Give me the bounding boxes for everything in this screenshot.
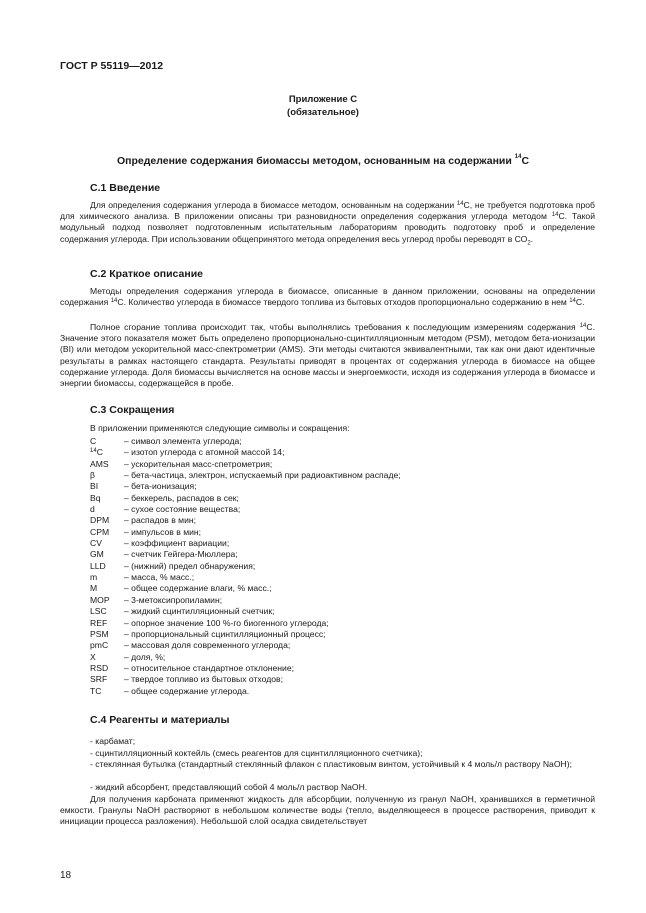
abbreviation-definition: – символ элемента углерода; — [124, 436, 242, 446]
abbreviation-symbol — [90, 538, 124, 549]
abbreviation-symbol-text: С — [96, 447, 103, 458]
section-heading-c1: С.1 Введение — [90, 182, 161, 194]
abbreviations-list — [90, 436, 401, 697]
abbreviation-symbol-text: m — [90, 572, 98, 583]
section-c4-paragraph: Для получения карбоната применяют жидкость для абсорбции, полученную из гранул NaOH, хранившихся в герметичной емкости. Гранулы NaOH растворяют в небольшом количестве воды (тепло, выделяющееся в процессе растворения, приводит к инициации процесса разложения). Небольшой слой осадка свидетельствует — [60, 794, 595, 827]
abbreviation-symbol — [90, 493, 124, 504]
abbreviation-symbol — [90, 606, 124, 617]
abbreviation-definition: – изотоп углерода с атомной массой 14; — [124, 447, 285, 458]
abbreviation-symbol — [90, 595, 124, 606]
c1-sup-b: 14 — [551, 212, 559, 219]
abbreviation-symbol-text: CV — [90, 538, 102, 549]
list-item — [90, 686, 401, 697]
abbreviation-definition: – ускорительная масс-спетрометрия; — [124, 458, 273, 469]
list-item — [90, 470, 401, 481]
c1-sup-a: 14 — [456, 201, 464, 207]
abbreviation-symbol — [90, 561, 124, 572]
abbreviation-symbol — [90, 481, 124, 492]
abbreviation-symbol — [90, 686, 124, 697]
abbreviation-symbol-text: Bq — [90, 492, 101, 503]
abbreviation-symbol-text: DPM — [90, 515, 110, 526]
list-item-bottle: - стеклянная бутылка (стандартный стеклянный флакон с пластиковым винтом, устойчивый к 4 моль/л раствору NaOH); — [90, 759, 572, 769]
list-item — [90, 493, 401, 504]
title-isotope: 14 — [514, 154, 522, 160]
abbreviation-symbol-text: С — [90, 436, 97, 446]
c2-sup-c: 14 — [579, 323, 587, 329]
appendix-heading — [0, 93, 646, 119]
list-item — [90, 618, 401, 629]
abbreviation-symbol-text: M — [90, 583, 98, 594]
section-heading-c2: С.2 Краткое описание — [90, 268, 204, 280]
abbreviation-definition: – общее содержание углерода. — [124, 685, 250, 696]
section-c2-paragraph-2 — [60, 322, 595, 389]
abbreviation-definition: – общее содержание влаги, % масс.; — [124, 583, 272, 594]
list-item — [90, 436, 401, 447]
list-item — [90, 674, 401, 685]
abbreviation-symbol-text: GM — [90, 549, 104, 560]
abbreviation-definition: – твердое топливо из бытовых отходов; — [124, 674, 283, 685]
section-heading-c4: С.4 Реагенты и материалы — [90, 714, 230, 726]
abbreviation-symbol-text: RSD — [90, 662, 109, 673]
abbreviation-definition: – распадов в мин; — [124, 515, 196, 526]
list-item — [90, 652, 401, 663]
abbreviation-symbol-text: LSC — [90, 606, 107, 617]
abbreviation-symbol — [90, 447, 124, 458]
c1-sub: 2 — [527, 240, 531, 247]
abbreviation-definition: – счетчик Гейгера-Мюллера; — [124, 549, 238, 560]
abbreviation-symbol — [90, 572, 124, 583]
appendix-status: (обязательное) — [287, 107, 359, 118]
c2-text-c: С. — [575, 297, 585, 308]
list-item — [90, 549, 401, 560]
abbreviation-symbol — [90, 470, 124, 481]
c2-sup-b: 14 — [569, 298, 576, 305]
c2-text-e: С. Значение этого показателя может быть определено пропорционально-сцинтилляционным методом (PSM), методом бета-ионизации (BI) или методом ускорительной масс-спектрометрии (AMS). Эти методы считаются эквивалентными, так как они дают идентичные результаты в рамках настоящего стандарта. Результаты приводят в процентах от содержания углерода в биомассе на общее содержание углерода. Доля биомассы вычисляется на основе массы и энергоемкости, исходя из содержания углерода в биомассе и энергии биомассы, содержащейся в пробе. — [60, 322, 595, 389]
abbreviation-definition: – импульсов в мин; — [124, 526, 202, 537]
section-c2-paragraph-1 — [60, 286, 595, 308]
abbreviation-definition: – сухое состояние вещества; — [124, 504, 241, 515]
abbreviation-definition: – бета-частица, электрон, испускаемый при радиоактивном распаде; — [124, 470, 401, 481]
abbreviation-symbol — [90, 629, 124, 640]
abbreviation-symbol-text: AMS — [90, 458, 109, 469]
list-item — [90, 663, 401, 674]
list-item — [90, 504, 401, 515]
abbreviation-definition: – массовая доля современного углерода; — [124, 640, 291, 651]
abbreviation-symbol — [90, 618, 124, 629]
c1-text-a: Для определения содержания углерода в биомассе методом, основанным на содержании — [90, 200, 457, 210]
abbreviation-superscript: 14 — [90, 448, 97, 455]
list-item — [90, 606, 401, 617]
abbreviation-symbol-text: CPM — [90, 526, 110, 537]
abbreviation-definition: – бета-ионизация; — [124, 481, 197, 492]
abbreviation-symbol — [90, 504, 124, 515]
list-item-absorbent: - жидкий абсорбент, представляющий собой 4 моль/л раствор NaOH. — [90, 782, 368, 792]
abbreviations-intro: В приложении применяются следующие символы и сокращения: — [90, 423, 350, 433]
abbreviation-symbol-text: X — [90, 651, 96, 662]
list-item — [90, 640, 401, 651]
c1-text-b: С, не требуется подготовка проб для химического анализа. В приложении описаны три разновидности определения содержания углерода методом — [60, 200, 595, 222]
abbreviation-symbol — [90, 640, 124, 651]
abbreviation-symbol-text: LLD — [90, 560, 106, 571]
title-text: Определение содержания биомассы методом, основанным на содержании — [116, 155, 515, 167]
section-heading-c3: С.3 Сокращения — [90, 404, 175, 416]
abbreviation-definition: – (нижний) предел обнаружения; — [124, 560, 256, 571]
abbreviation-definition: – 3-метоксипропиламин; — [124, 594, 223, 605]
abbreviation-definition: – доля, %; — [124, 651, 166, 662]
abbreviation-definition: – опорное значение 100 %-го биогенного углерода; — [124, 617, 329, 628]
c2-text-d: Полное сгорание топлива происходит так, чтобы выполнялись требования к последующим измерениям содержания — [90, 322, 580, 332]
abbreviation-symbol — [90, 652, 124, 663]
abbreviation-symbol — [90, 549, 124, 560]
abbreviation-symbol-text: d — [90, 504, 95, 515]
list-item — [90, 515, 401, 526]
list-item — [90, 561, 401, 572]
abbreviation-definition: – беккерель, распадов в сек; — [124, 492, 239, 503]
appendix-title: Приложение С — [288, 94, 358, 105]
list-item — [90, 447, 401, 458]
abbreviation-symbol-text: BI — [90, 481, 99, 492]
list-item — [90, 583, 401, 594]
page-number: 18 — [60, 870, 72, 881]
abbreviation-symbol-text: REF — [90, 617, 108, 628]
abbreviation-definition: – пропорциональный сцинтилляционный процесс; — [124, 628, 326, 639]
abbreviation-definition: – масса, % масс.; — [124, 572, 195, 583]
abbreviation-symbol-text: SRF — [90, 674, 108, 685]
list-item-carbamate: - карбамат; — [90, 736, 136, 746]
abbreviation-symbol-text: MOP — [90, 594, 110, 605]
c2-sup-a: 14 — [110, 298, 118, 305]
abbreviation-symbol-text: pmC — [90, 640, 109, 651]
list-item — [90, 595, 401, 606]
abbreviation-symbol-text: PSM — [90, 628, 109, 639]
section-c1-paragraph: Для определения содержания углерода в биомассе методом, основанным на содержании $^{14}$С, не требуется подготовка проб для химического анализа. В приложении описаны три разновидности определения содержания углерода методом $^{14}$С. Такой модульный подход позволяет подготовленным испытательным лабораториям проводить подготовку проб и определение содержания углерода. При использовании общепринятого метода определения весь углерод пробы переводят в $СО_2$. — [60, 200, 596, 247]
list-item — [90, 629, 401, 640]
list-item-cocktail: - сцинтилляционный коктейль (смесь реагентов для сцинтилляционного счетчика); — [90, 748, 423, 758]
abbreviation-definition: – относительное стандартное отклонение; — [124, 662, 295, 673]
abbreviation-symbol-text: β — [90, 470, 95, 481]
abbreviation-symbol — [90, 459, 124, 470]
list-item — [90, 538, 401, 549]
abbreviation-definition: – жидкий сцинтилляционный счетчик; — [124, 606, 275, 617]
abbreviation-symbol-text: TC — [90, 685, 102, 696]
abbreviation-symbol — [90, 583, 124, 594]
c2-text-b: С. Количество углерода в биомассе твердого топлива из бытовых отходов пропорционально содержанию в нем — [117, 297, 570, 308]
list-item — [90, 572, 401, 583]
list-item — [90, 527, 401, 538]
page-title — [0, 155, 646, 167]
standard-code: ГОСТ Р 55119—2012 — [60, 60, 164, 72]
abbreviation-symbol — [90, 663, 124, 674]
list-item — [90, 481, 401, 492]
c1-text-c: С. Такой модульный подход позволяет подготовленным испытательным лабораториям проводить подготовку проб и определение содержания углерода. При использовании общепринятого метода определения весь углерод пробы переводят в СО — [60, 211, 596, 244]
abbreviation-symbol — [90, 527, 124, 538]
abbreviation-symbol — [90, 515, 124, 526]
title-suffix: С — [521, 155, 530, 167]
abbreviation-definition: – коэффициент вариации; — [124, 538, 230, 549]
c2-text-a: Методы определения содержания углерода в биомассе, описанные в данном приложении, основаны на определении содержания — [60, 286, 595, 308]
list-item — [90, 459, 401, 470]
abbreviation-symbol — [90, 436, 124, 447]
abbreviation-symbol — [90, 674, 124, 685]
